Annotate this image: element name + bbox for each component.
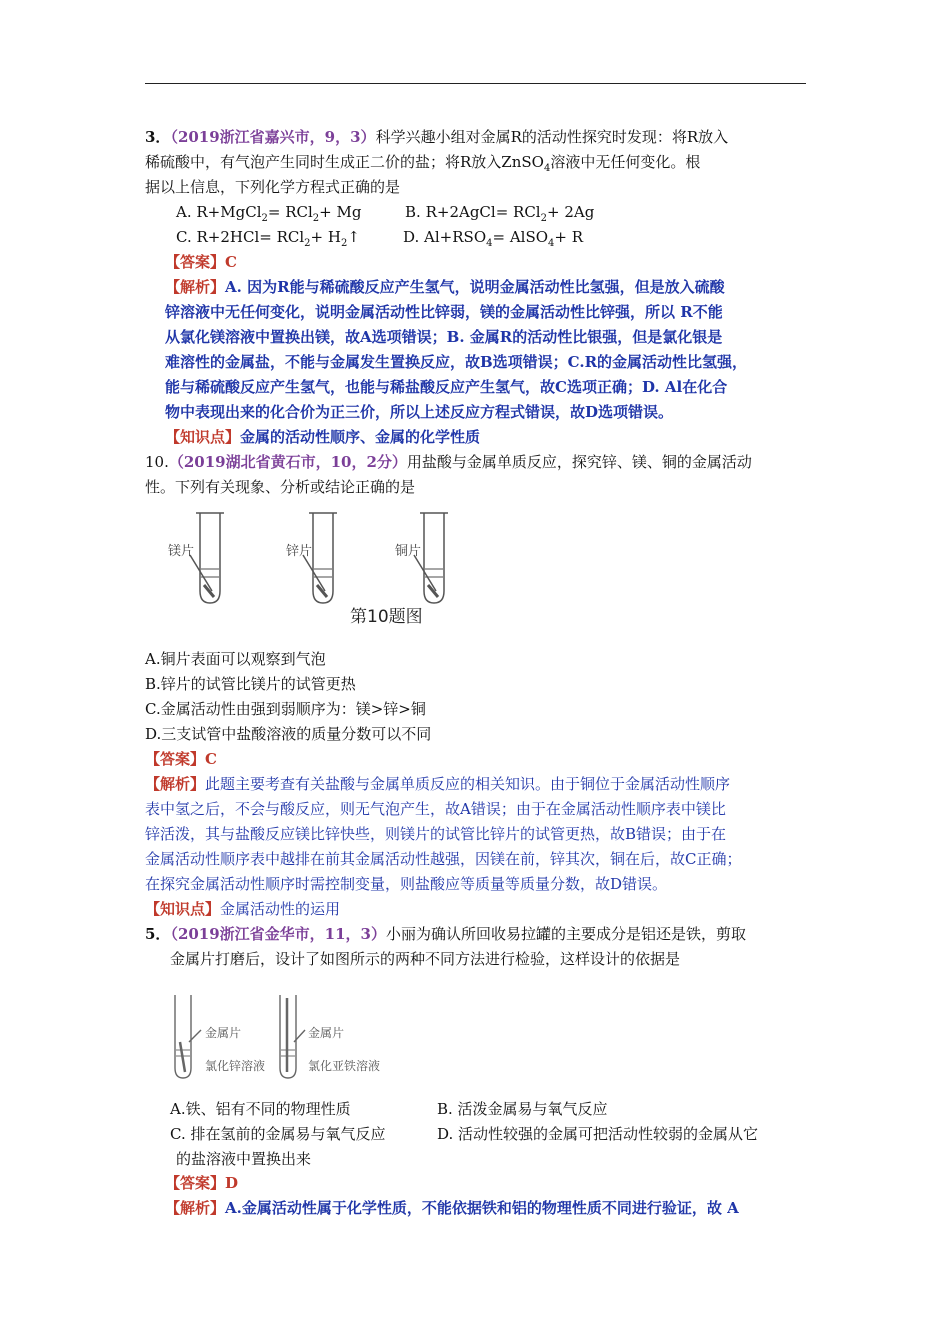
q5-option-d-cont: 的盐溶液中置换出来 — [176, 1150, 312, 1168]
q5-stem1: 小丽为确认所回收易拉罐的主要成分是铝还是铁，剪取 — [386, 925, 747, 943]
q3-option-b-label: B. — [405, 203, 421, 221]
q3-knowledge-tag: 【知识点】 — [165, 428, 241, 446]
q5-analysis-text: A.金属活动性属于化学性质，不能依据铁和铝的物理性质不同进行验证，故 A — [225, 1199, 739, 1217]
q3-option-c-sub2: 2 — [340, 238, 348, 249]
q5-tube2-label1: 金属片 — [308, 1026, 345, 1040]
q5-answer — [165, 1174, 238, 1192]
q3-source: （2019浙江省嘉兴市，9，3） — [170, 128, 376, 146]
q3-option-c — [176, 228, 360, 249]
q10-source: （2019湖北省黄石市，10，2分） — [168, 453, 407, 471]
q10-answer-tag: 【答案】 — [145, 750, 206, 768]
q5-figure — [165, 990, 405, 1085]
q5-number: 5． — [145, 925, 171, 943]
q10-knowledge-tag: 【知识点】 — [145, 900, 221, 918]
q3-stem1: 科学兴趣小组对金属R的活动性探究时发现：将R放入 — [375, 128, 729, 146]
q10-analysis-tag: 【解析】 — [145, 775, 206, 793]
q10-knowledge — [145, 900, 340, 918]
q10-analysis-text: 此题主要考查有关盐酸与金属单质反应的相关知识。由于铜位于金属活动性顺序 — [205, 775, 731, 793]
q5-tube1-label1: 金属片 — [205, 1026, 242, 1040]
q10-answer — [145, 750, 217, 768]
q3-option-a — [176, 203, 362, 224]
q3-stem3: 据以上信息，下列化学方程式正确的是 — [145, 178, 401, 196]
q3-analysis-line1 — [165, 278, 725, 296]
q3-analysis-line6: 物中表现出来的化合价为正三价，所以上述反应方程式错误，故D选项错误。 — [165, 403, 674, 421]
q10-label-zn: 锌片 — [286, 544, 313, 559]
q3-option-d — [403, 228, 584, 249]
q10-option-d: D.三支试管中盐酸溶液的质量分数可以不同 — [145, 725, 432, 743]
q3-option-d-label: D. — [403, 228, 420, 246]
q3-number: 3． — [145, 128, 171, 146]
q3-option-d-sub2: 4 — [548, 238, 555, 249]
q3-option-d-text2: = AlSO — [492, 228, 549, 246]
q10-analysis-line3: 锌活泼，其与盐酸反应镁比锌快些，则镁片的试管比锌片的试管更热，故B错误；由于在 — [145, 825, 727, 843]
q3-knowledge — [165, 428, 480, 446]
q10-number: 10. — [145, 453, 169, 471]
q3-analysis-line5: 能与稀硫酸反应产生氢气，也能与稀盐酸反应产生氢气，故C选项正确；D. Al在化合 — [165, 378, 728, 396]
q3-option-b-text1: R+2AgCl= RCl — [425, 203, 541, 221]
q5-answer-tag: 【答案】 — [165, 1174, 226, 1192]
q3-option-c-text1: R+2HCl= RCl — [196, 228, 305, 246]
q3-analysis-line2: 锌溶液中无任何变化，说明金属活动性比锌弱，镁的金属活动性比锌强，所以 R不能 — [165, 303, 723, 321]
q10-analysis-line4: 金属活动性顺序表中越排在前其金属活动性越强，因镁在前，锌其次，铜在后，故C正确； — [145, 850, 742, 868]
q3-analysis-line4: 难溶性的金属盐，不能与金属发生置换反应，故B选项错误；C.R的金属活动性比氢强， — [165, 353, 748, 371]
q5-source: （2019浙江省金华市，11，3） — [170, 925, 386, 943]
q10-figure-caption: 第10题图 — [350, 607, 423, 627]
q5-line1 — [145, 925, 746, 943]
q3-option-c-text3: ↑ — [347, 228, 360, 246]
q5-option-d: D. 活动性较强的金属可把活动性较弱的金属从它 — [437, 1125, 759, 1143]
q3-option-c-sub1: 2 — [304, 238, 311, 249]
q5-option-b: B. 活泼金属易与氧气反应 — [437, 1100, 608, 1118]
q3-option-b-sub1: 2 — [540, 213, 547, 224]
q5-tube-2 — [280, 995, 305, 1078]
q3-line1 — [145, 128, 728, 146]
q10-knowledge-text: 金属活动性的运用 — [220, 900, 341, 918]
q3-option-a-sub1: 2 — [261, 213, 268, 224]
q10-analysis-line5: 在探究金属活动性顺序时需控制变量，则盐酸应等质量等质量分数，故D错误。 — [145, 875, 668, 893]
header-rule — [145, 83, 806, 84]
q5-tube-1 — [175, 995, 201, 1078]
q3-option-d-sub1: 4 — [486, 238, 493, 249]
q3-knowledge-text: 金属的活动性顺序、金属的化学性质 — [240, 428, 481, 446]
q10-stem1: 用盐酸与金属单质反应，探究锌、镁、铜的金属活动 — [406, 453, 752, 471]
q3-stem2-tail: 溶液中无任何变化。根 — [550, 153, 701, 171]
q10-analysis-line2: 表中氢之后，不会与酸反应，则无气泡产生，故A错误；由于在金属活动性顺序表中镁比 — [145, 800, 726, 818]
q3-answer-value: C — [225, 253, 237, 271]
q3-option-a-text3: + Mg — [319, 203, 362, 221]
q3-option-d-text3: + R — [554, 228, 584, 246]
q10-line2: 性。下列有关现象、分析或结论正确的是 — [145, 478, 416, 496]
q5-line2: 金属片打磨后，设计了如图所示的两种不同方法进行检验，这样设计的依据是 — [170, 950, 681, 968]
q3-option-c-label: C. — [176, 228, 192, 246]
q3-option-b — [405, 203, 595, 224]
q3-option-a-text2: = RCl — [267, 203, 313, 221]
q10-label-mg: 镁片 — [168, 544, 195, 559]
q3-analysis-line3: 从氯化镁溶液中置换出镁，故A选项错误；B. 金属R的活动性比银强，但是氯化银是 — [165, 328, 723, 346]
q5-option-a: A.铁、铝有不同的物理性质 — [170, 1100, 351, 1118]
q10-option-b: B.锌片的试管比镁片的试管更热 — [145, 675, 356, 693]
q3-option-a-text1: R+MgCl — [196, 203, 262, 221]
q3-option-a-sub2: 2 — [312, 213, 320, 224]
q10-label-cu: 铜片 — [395, 544, 422, 559]
q10-option-c: C.金属活动性由强到弱顺序为：镁>锌>铜 — [145, 700, 426, 718]
q3-option-d-text1: Al+RSO — [424, 228, 487, 246]
q5-answer-value: D — [225, 1174, 239, 1192]
q3-option-c-text2: + H — [310, 228, 341, 246]
q3-answer — [165, 253, 237, 271]
q3-stem2: 稀硫酸中，有气泡产生同时生成正二价的盐；将R放入ZnSO — [145, 153, 544, 171]
q5-tube1-label2: 氯化锌溶液 — [205, 1059, 266, 1073]
q3-stem2-sub: 4 — [543, 163, 551, 174]
q3-option-b-text2: + 2Ag — [546, 203, 595, 221]
test-tube-1 — [190, 513, 224, 603]
q10-figure — [160, 505, 480, 630]
q5-analysis-line1 — [165, 1199, 739, 1217]
q5-tube2-label2: 氯化亚铁溶液 — [308, 1059, 381, 1073]
q3-analysis-tag: 【解析】 — [165, 278, 226, 296]
q10-option-a: A.铜片表面可以观察到气泡 — [145, 650, 326, 668]
q3-line2 — [145, 153, 701, 174]
q10-answer-value: C — [205, 750, 217, 768]
q5-analysis-tag: 【解析】 — [165, 1199, 226, 1217]
q3-answer-tag: 【答案】 — [165, 253, 226, 271]
q3-line3 — [145, 178, 400, 196]
q3-analysis-text: A. 因为R能与稀硫酸反应产生氢气，说明金属活动性比氢强，但是放入硫酸 — [225, 278, 725, 296]
q10-analysis-line1 — [145, 775, 730, 793]
q10-line1 — [145, 453, 752, 471]
q3-option-a-label: A. — [176, 203, 192, 221]
q5-option-c: C. 排在氢前的金属易与氧气反应 — [170, 1125, 386, 1143]
